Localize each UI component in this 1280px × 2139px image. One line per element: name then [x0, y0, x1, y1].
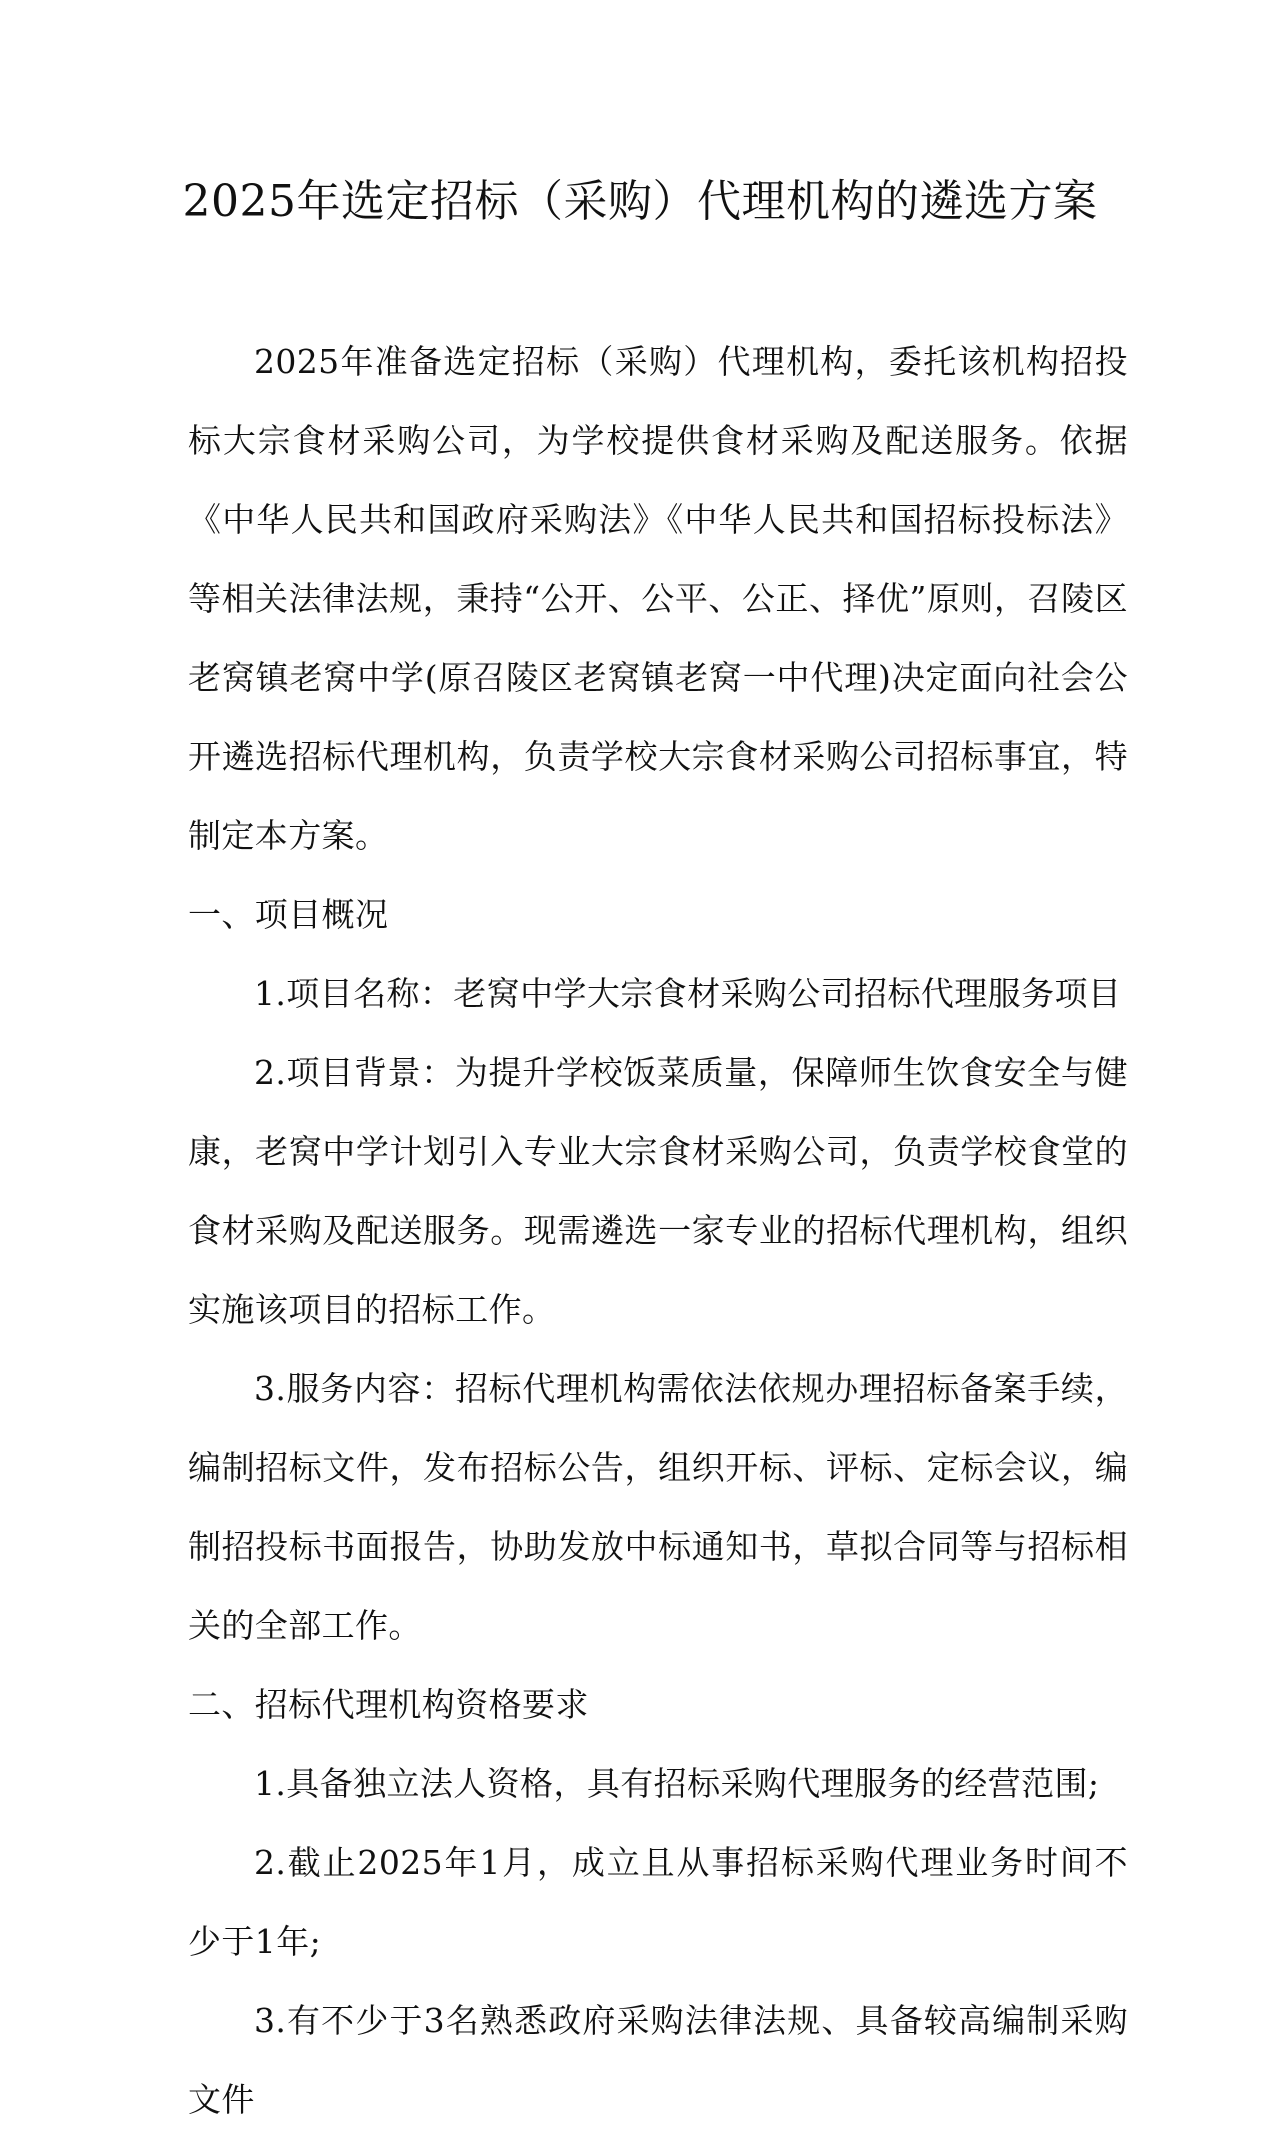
document-title: 2025年选定招标（采购）代理机构的遴选方案 [182, 176, 1098, 227]
qualification-item-1: 1.具备独立法人资格，具有招标采购代理服务的经营范围; [254, 1764, 1100, 1803]
intro-paragraph: 2025年准备选定招标（采购）代理机构，委托该机构招投标大宗食材采购公司，为学校提供食材采购及配送服务。依据《中华人民共和国政府采购法》《中华人民共和国招标投标法》等相关法律法规，秉持“公开、公平、公正、择优”原则，召陵区老窝镇老窝中学(原召陵区老窝镇老窝一中代理)决定面向社会公开遴选招标代理机构，负责学校大宗食材采购公司招标事宜，特制定本方案。 [188, 342, 1128, 855]
project-name-paragraph: 1.项目名称：老窝中学大宗食材采购公司招标代理服务项目 [254, 974, 1122, 1013]
section-heading-qualifications: 二、招标代理机构资格要求 [188, 1685, 589, 1724]
project-background-paragraph: 2.项目背景：为提升学校饭菜质量，保障师生饮食安全与健康，老窝中学计划引入专业大宗食材采购公司，负责学校食堂的食材采购及配送服务。现需遴选一家专业的招标代理机构，组织实施该项目的招标工作。 [188, 1053, 1128, 1329]
qualification-item-3: 3.有不少于3名熟悉政府采购法律法规、具备较高编制采购文件 [188, 2001, 1128, 2119]
qualification-item-2: 2.截止2025年1月，成立且从事招标采购代理业务时间不少于1年; [188, 1843, 1128, 1961]
section-heading-project-overview: 一、项目概况 [188, 895, 389, 934]
service-content-paragraph: 3.服务内容：招标代理机构需依法依规办理招标备案手续，编制招标文件，发布招标公告，组织开标、评标、定标会议，编制招投标书面报告，协助发放中标通知书，草拟合同等与招标相关的全部工作。 [188, 1369, 1128, 1645]
document-body [188, 322, 1128, 2139]
